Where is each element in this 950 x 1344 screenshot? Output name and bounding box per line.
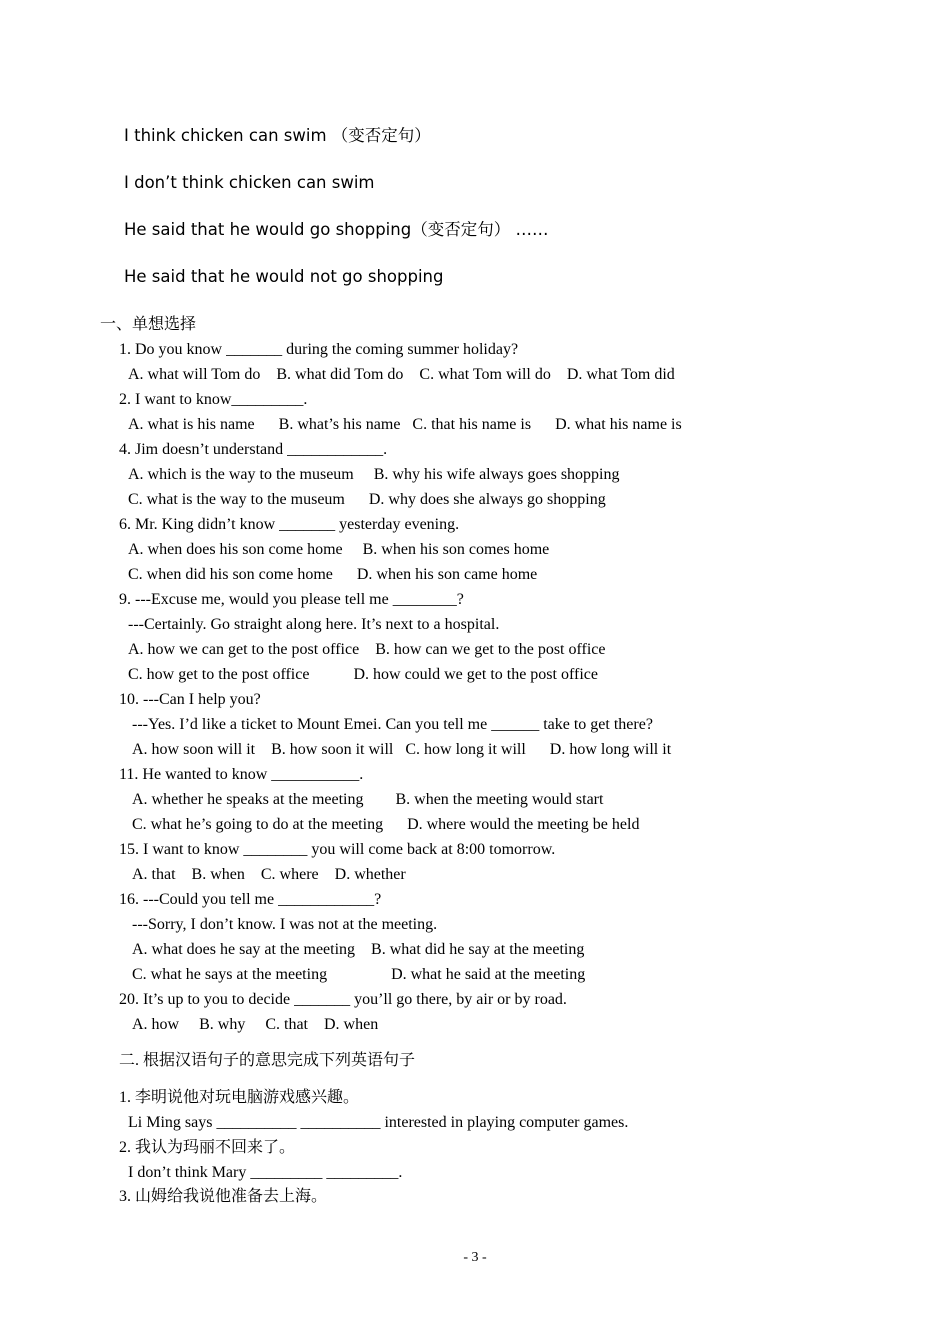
example-line-2: I don’t think chicken can swim	[124, 173, 375, 192]
option-line: A. which is the way to the museum B. why his wife always goes shopping	[128, 466, 620, 483]
option-line: C. what he’s going to do at the meeting D. where would the meeting be held	[132, 816, 640, 833]
dialogue-line: ---Sorry, I don’t know. I was not at the meeting.	[132, 916, 438, 933]
option-line: A. how soon will it B. how soon it will C. how long it will D. how long will it	[132, 741, 672, 758]
section1-heading: 一、单想选择	[100, 316, 197, 333]
translation-prompt: 2. 我认为玛丽不回来了。	[119, 1139, 296, 1156]
translation-prompt: 1. 李明说他对玩电脑游戏感兴趣。	[119, 1089, 360, 1106]
question-line: 11. He wanted to know ___________.	[119, 766, 364, 783]
option-line: A. whether he speaks at the meeting B. when the meeting would start	[132, 791, 604, 808]
option-line: C. what is the way to the museum D. why does she always go shopping	[128, 491, 606, 508]
question-line: 4. Jim doesn’t understand ____________.	[119, 441, 388, 458]
option-line: A. what does he say at the meeting B. what did he say at the meeting	[132, 941, 585, 958]
question-line: 20. It’s up to you to decide _______ you’ll go there, by air or by road.	[119, 991, 567, 1008]
option-line: C. what he says at the meeting D. what he said at the meeting	[132, 966, 586, 983]
dialogue-line: ---Yes. I’d like a ticket to Mount Emei. Can you tell me ______ take to get there?	[132, 716, 653, 733]
option-line: A. how B. why C. that D. when	[132, 1016, 379, 1033]
option-line: A. how we can get to the post office B. how can we get to the post office	[128, 641, 606, 658]
example-line-3: He said that he would go shopping（变否定句） ……	[124, 220, 549, 239]
page-number: - 3 -	[463, 1250, 487, 1265]
example-line-4: He said that he would not go shopping	[124, 267, 444, 286]
option-line: A. when does his son come home B. when his son comes home	[128, 541, 550, 558]
option-line: A. what will Tom do B. what did Tom do C. what Tom will do D. what Tom did	[128, 366, 675, 383]
section2-heading: 二. 根据汉语句子的意思完成下列英语句子	[119, 1052, 416, 1069]
translation-answer-line: I don’t think Mary _________ _________.	[128, 1164, 403, 1181]
option-line: A. what is his name B. what’s his name C. that his name is D. what his name is	[128, 416, 682, 433]
question-line: 2. I want to know_________.	[119, 391, 308, 408]
option-line: C. how get to the post office D. how could we get to the post office	[128, 666, 598, 683]
option-line: A. that B. when C. where D. whether	[132, 866, 406, 883]
dialogue-line: ---Certainly. Go straight along here. It’s next to a hospital.	[128, 616, 500, 633]
question-line: 9. ---Excuse me, would you please tell me ________?	[119, 591, 464, 608]
question-line: 6. Mr. King didn’t know _______ yesterday evening.	[119, 516, 460, 533]
question-line: 15. I want to know ________ you will come back at 8:00 tomorrow.	[119, 841, 556, 858]
translation-prompt: 3. 山姆给我说他准备去上海。	[119, 1188, 328, 1205]
option-line: C. when did his son come home D. when his son came home	[128, 566, 538, 583]
question-line: 16. ---Could you tell me ____________?	[119, 891, 382, 908]
question-line: 1. Do you know _______ during the coming summer holiday?	[119, 341, 519, 358]
question-line: 10. ---Can I help you?	[119, 691, 261, 708]
example-line-1: I think chicken can swim （变否定句）	[124, 126, 431, 145]
translation-answer-line: Li Ming says __________ __________ interested in playing computer games.	[128, 1114, 629, 1131]
